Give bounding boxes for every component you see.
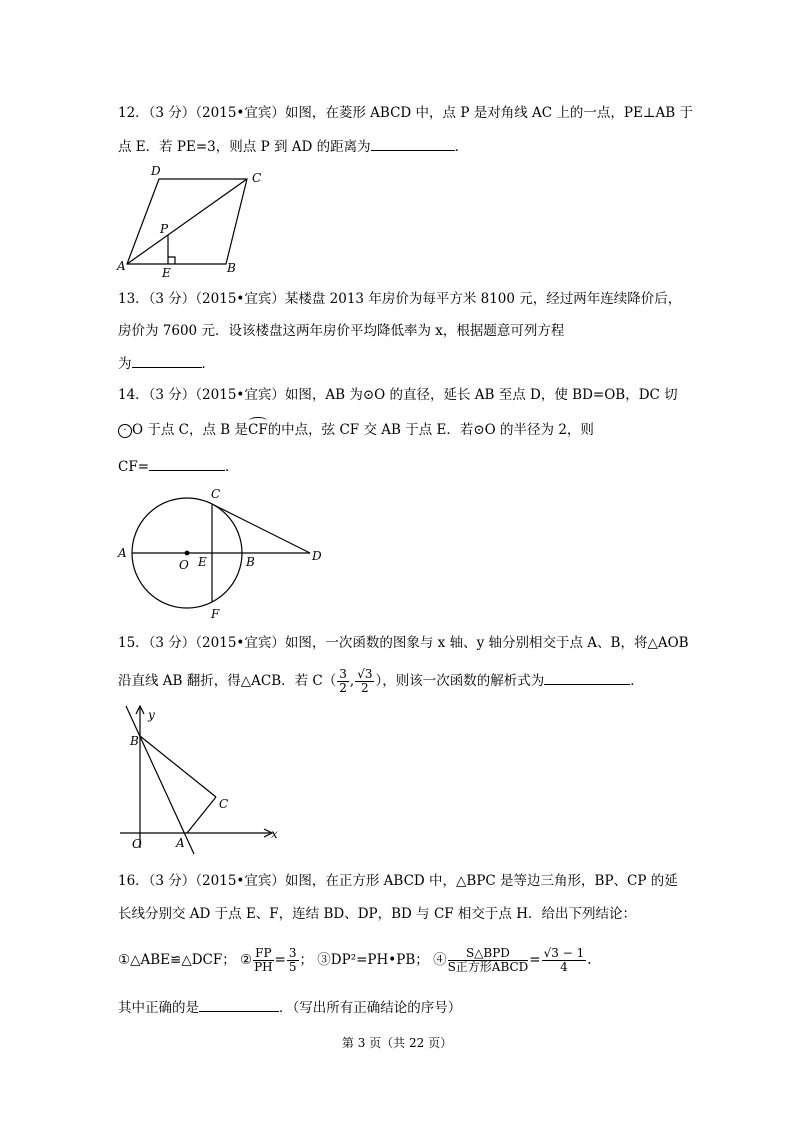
page-footer: 第 3 页（共 22 页） (341, 1036, 453, 1050)
circle-symbol: · (118, 424, 132, 438)
label-O: O (179, 558, 189, 572)
conclusion-1: △ABE≌△DCF； (130, 952, 236, 968)
arc-cf: CF (247, 422, 268, 438)
q13-line1: 13．（3 分）（2015•宜宾）某楼盘 2013 年房价为每平方米 8100 元，经过两年连续降价后， (118, 291, 682, 307)
label-A: A (117, 259, 126, 273)
label-F: F (211, 607, 220, 621)
fraction-3-5: $\frac{3}{5}$ (288, 946, 297, 974)
label-O: O (132, 837, 142, 851)
q16-conclusions: ①△ABE≌△DCF； ② $\frac{FP}{PH}$ = $\frac{3}{5}$ ； ③DP²=PH•PB； ④ $\frac{\text{S△BPD}}{\text{S正方形ABCD}}$ = $\frac{√3 - 1}{4}$ . (118, 946, 592, 974)
label-B: B (246, 555, 255, 569)
label-B: B (130, 734, 139, 748)
q12-rhombus-figure (110, 160, 262, 280)
q16-line1: 16．（3 分）（2015•宜宾）如图，在正方形 ABCD 中，△BPC 是等边三角形，BP、CP 的延 (118, 873, 678, 889)
answer-blank (544, 670, 630, 685)
label-E: E (198, 555, 207, 569)
label-P: P (160, 222, 169, 236)
conclusion-3: DP²=PH•PB； (330, 952, 429, 968)
fraction-3-2: $\frac{3}{2}$ (339, 667, 347, 695)
label-C: C (211, 487, 221, 501)
label-A: A (176, 836, 185, 850)
label-C: C (252, 171, 262, 185)
label-D: D (151, 164, 161, 178)
q14-line1: 14．（3 分）（2015•宜宾）如图，AB 为⊙O 的直径，延长 AB 至点 D，使 BD=OB，DC 切 (118, 387, 678, 403)
q13-line3: 为 ． (118, 353, 215, 374)
q12-line2: 点 E．若 PE=3，则点 P 到 AD 的距离为 ． (118, 136, 468, 157)
fraction-area-ratio: $\frac{\text{S△BPD}}{\text{S正方形ABCD}}$ (447, 946, 529, 974)
fraction-fp-ph: $\frac{FP}{PH}$ (254, 946, 273, 974)
fraction-sqrt3-2: $\frac{√3}{2}$ (357, 667, 373, 695)
q14-circle-figure (115, 485, 330, 620)
q12-text: 点 E．若 PE=3，则点 P 到 AD 的距离为 (118, 139, 371, 155)
answer-blank (199, 997, 279, 1012)
q14-line2: · O 于点 C，点 B 是CF的中点，弦 CF 交 AB 于点 E．若⊙O 的半径为 2，则 (118, 420, 594, 440)
q16-line2: 长线分别交 AD 于点 E、F，连结 BD、DP，BD 与 CF 相交于点 H．给出下列结论： (118, 906, 636, 922)
fraction-sqrt3-minus-1-over-4: $\frac{√3 - 1}{4}$ (543, 946, 585, 974)
label-D: D (312, 549, 322, 563)
answer-blank (371, 136, 455, 151)
q15-line2: 沿直线 AB 翻折，得△ACB．若 C（ $\frac{3}{2}$ , $\frac{√3}{2}$ ），则该一次函数的解析式为 ． (118, 667, 644, 695)
label-x: x (271, 827, 278, 841)
q16-line4: 其中正确的是 ．（写出所有正确结论的序号） (118, 997, 461, 1018)
label-E: E (162, 266, 171, 280)
label-A: A (118, 546, 127, 560)
q15-line1: 15．（3 分）（2015•宜宾）如图，一次函数的图象与 x 轴、y 轴分别相交于点 A、B，将△AOB (118, 635, 689, 651)
q13-line2: 房价为 7600 元．设该楼盘这两年房价平均降低率为 x，根据题意可列方程 (118, 323, 565, 339)
label-B: B (227, 261, 236, 275)
q15-axis-figure (110, 700, 285, 855)
q14-line3: CF= ． (118, 456, 239, 477)
answer-blank (132, 353, 202, 368)
label-y: y (148, 708, 155, 722)
q12-line1: 12．（3 分）（2015•宜宾）如图，在菱形 ABCD 中，点 P 是对角线 AC 上的一点，PE⊥AB 于 (118, 105, 693, 121)
answer-blank (149, 456, 225, 471)
label-C: C (219, 797, 229, 811)
